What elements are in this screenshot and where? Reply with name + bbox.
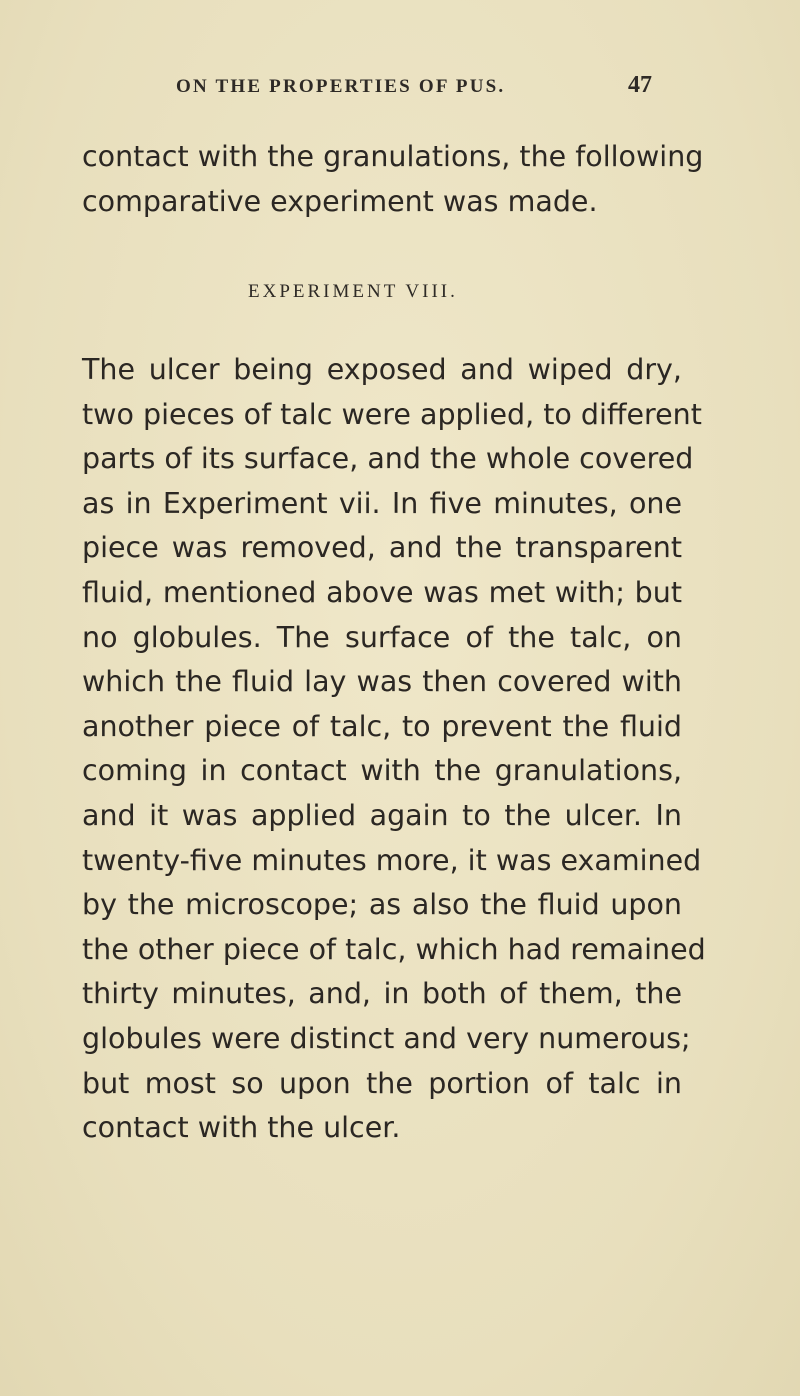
text-line: The ulcer being exposed and wiped dry, — [82, 353, 682, 386]
text-line: piece was removed, and the transparent — [82, 531, 682, 565]
text-line: twenty-five minutes more, it was examined — [82, 843, 702, 877]
text-line: comparative experiment was made. — [82, 185, 598, 218]
text-line: globules were distinct and very numerous; — [82, 1021, 691, 1055]
text-line: contact with the granulations, the following — [82, 140, 704, 173]
text-line: and it was applied again to the ulcer. In — [82, 798, 682, 832]
text-line: coming in contact with the granulations, — [82, 754, 682, 788]
text-line: the other piece of talc, which had remained — [82, 932, 706, 966]
text-line: which the fluid lay was then covered with — [82, 665, 682, 699]
text-line: by the microscope; as also the fluid upon — [82, 888, 682, 922]
intro-text — [82, 134, 704, 224]
text-line: no globules. The surface of the talc, on — [82, 620, 682, 654]
page-number: 47 — [628, 72, 652, 98]
text-line: another piece of talc, to prevent the fluid — [82, 709, 682, 743]
experiment-paragraph — [82, 348, 706, 1151]
text-line: parts of its surface, and the whole covered — [82, 442, 694, 476]
experiment-heading: EXPERIMENT VIII. — [248, 281, 458, 302]
text-line: fluid, mentioned above was met with; but — [82, 575, 682, 609]
text-line: but most so upon the portion of talc in — [82, 1066, 682, 1100]
text-line: thirty minutes, and, in both of them, the — [82, 977, 682, 1011]
text-line: as in Experiment vii. In five minutes, one — [82, 486, 682, 520]
running-title: ON THE PROPERTIES OF PUS. — [176, 76, 506, 97]
text-line: contact with the ulcer. — [82, 1111, 401, 1145]
text-line: two pieces of talc were applied, to different — [82, 397, 702, 431]
